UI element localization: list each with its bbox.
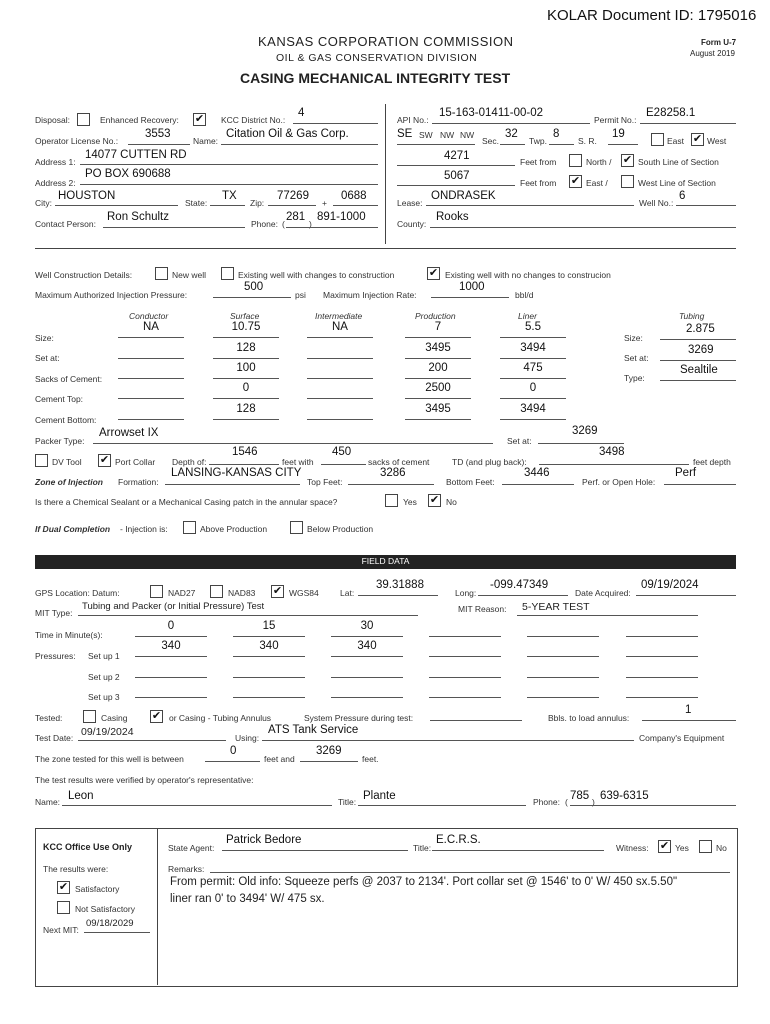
setup3-field-5[interactable] <box>626 697 698 698</box>
mit-reason-value: 5-YEAR TEST <box>522 601 590 613</box>
casing-conductor-row-1-underline <box>118 358 184 359</box>
max-rate-value: 1000 <box>459 281 485 293</box>
wgs84-checkbox[interactable]: ✔ <box>272 585 283 597</box>
max-pressure-label: Maximum Authorized Injection Pressure: <box>35 290 188 300</box>
setup3-field-3[interactable] <box>429 697 501 698</box>
lat-value: 39.31888 <box>376 579 424 591</box>
setup3-field-2[interactable] <box>331 697 403 698</box>
tubing-size-value: 2.875 <box>686 323 715 335</box>
dual-injection-label: - Injection is: <box>120 524 168 534</box>
setup2-field-0[interactable] <box>135 677 207 678</box>
bbls-value: 1 <box>685 704 692 716</box>
form-number: Form U-7 <box>701 38 737 47</box>
zone-tested-label: The zone tested for this well is between <box>35 754 184 764</box>
sealant-no-label: No <box>446 497 457 507</box>
zone-from-value: 0 <box>230 745 237 757</box>
col-surface: Surface <box>230 311 260 321</box>
phone-paren-close: ) <box>309 219 312 229</box>
date-acquired-value: 09/19/2024 <box>641 579 699 591</box>
rep-phone-paren-close: ) <box>592 797 595 807</box>
max-rate-label: Maximum Injection Rate: <box>323 290 417 300</box>
south-label: South Line of Section <box>638 157 719 167</box>
state-agent-value: Patrick Bedore <box>226 834 302 846</box>
twp-value: 8 <box>553 128 560 140</box>
nad83-checkbox[interactable] <box>210 585 223 598</box>
casing-liner-row-3: 0 <box>529 382 537 394</box>
casing-surface-row-3: 0 <box>242 382 250 394</box>
setup1-field-2[interactable] <box>331 656 403 657</box>
quarter-1: SE <box>397 128 413 140</box>
row-cement-bottom: Cement Bottom: <box>35 415 97 425</box>
mit-type-label: MIT Type: <box>35 608 73 618</box>
td-value: 3498 <box>599 446 625 458</box>
address2-label: Address 2: <box>35 178 76 188</box>
casing-surface-row-3-underline <box>213 398 279 399</box>
rep-phone-area-value: 785 <box>570 790 590 802</box>
casing-surface-row-1-underline <box>213 358 279 359</box>
satisfactory-checkbox[interactable]: ✔ <box>58 881 69 893</box>
setup1-field-3[interactable] <box>429 656 501 657</box>
dual-completion-label: If Dual Completion <box>35 524 111 534</box>
dv-tool-checkbox[interactable] <box>35 454 48 467</box>
casing-liner-row-0-underline <box>500 337 566 338</box>
next-mit-value: 09/18/2029 <box>86 918 134 929</box>
casing-production-row-4: 3495 <box>425 403 451 415</box>
casing-production-row-0-underline <box>405 337 471 338</box>
remarks-line-2: liner ran 0' to 3494' W/ 475 sx. <box>170 893 325 905</box>
form-date: August 2019 <box>690 49 735 58</box>
casing-production-row-4-underline <box>405 419 471 420</box>
range-value: 19 <box>612 128 625 140</box>
packer-set-label: Set at: <box>507 436 532 446</box>
remarks-label: Remarks: <box>168 864 205 874</box>
time-label: Time in Minute(s): <box>35 630 103 640</box>
district-value: 4 <box>298 107 305 119</box>
casing-production-row-1: 3495 <box>425 342 451 354</box>
time-field-2[interactable] <box>331 636 403 637</box>
setup2-field-1[interactable] <box>233 677 305 678</box>
td-label: TD (and plug back): <box>452 457 527 467</box>
time-field-4[interactable] <box>527 636 599 637</box>
tubing-type-label: Type: <box>624 373 645 383</box>
agent-title-label: Title: <box>413 843 432 853</box>
rep-title-value: Plante <box>363 790 396 802</box>
dv-tool-label: DV Tool <box>52 457 82 467</box>
disposal-label: Disposal: <box>35 115 70 125</box>
col-intermediate: Intermediate <box>315 311 363 321</box>
county-value: Rooks <box>436 211 469 223</box>
county-label: County: <box>397 219 427 229</box>
casing-production-row-2-underline <box>405 378 471 379</box>
setup1-field-5[interactable] <box>626 656 698 657</box>
api-value: 15-163-01411-00-02 <box>439 107 544 119</box>
casing-liner-row-1-underline <box>500 358 566 359</box>
mit-reason-label: MIT Reason: <box>458 604 507 614</box>
witness-no-checkbox[interactable] <box>699 840 712 853</box>
lease-label: Lease: <box>397 198 423 208</box>
new-well-checkbox[interactable] <box>155 267 168 280</box>
port-collar-checkbox[interactable]: ✔ <box>99 454 110 466</box>
tubing-set-value: 3269 <box>688 344 714 356</box>
east-line-checkbox[interactable]: ✔ <box>570 175 581 187</box>
time-value-2: 30 <box>360 620 374 632</box>
casing-liner-row-2-underline <box>500 378 566 379</box>
casing-intermediate-row-3-underline <box>307 398 373 399</box>
api-label: API No.: <box>397 115 429 125</box>
setup1-value-0: 340 <box>161 640 181 652</box>
casing-production-row-1-underline <box>405 358 471 359</box>
system-pressure-label: System Pressure during test: <box>304 713 414 723</box>
kolar-doc-id: KOLAR Document ID: 1795016 <box>547 7 757 24</box>
casing-production-row-3-underline <box>405 398 471 399</box>
depth-of-value: 1546 <box>232 446 258 458</box>
time-value-0: 0 <box>167 620 175 632</box>
bbld-label: bbl/d <box>515 290 534 300</box>
east-label: East <box>667 136 685 146</box>
enhanced-recovery-checkbox[interactable]: ✔ <box>194 113 205 125</box>
sealant-question: Is there a Chemical Sealant or a Mechanical Casing patch in the annular space? <box>35 497 338 507</box>
division-name: OIL & GAS CONSERVATION DIVISION <box>276 52 478 64</box>
satisfactory-label: Satisfactory <box>75 884 120 894</box>
using-label: Using: <box>235 733 260 743</box>
casing-conductor-row-0: NA <box>143 321 159 333</box>
port-collar-label: Port Collar <box>115 457 156 467</box>
feet-depth-label: feet depth <box>693 457 731 467</box>
packer-type-value: Arrowset IX <box>99 427 159 439</box>
remarks-line-1: From permit: Old info: Squeeze perfs @ 2037 to 2134'. Port collar set @ 1546' to 0' W/ 450 sx.5.50" <box>170 876 678 888</box>
north-checkbox[interactable] <box>569 154 582 167</box>
range-label: S. R. <box>578 136 597 146</box>
tubing-set-label: Set at: <box>624 353 649 363</box>
west-line-checkbox[interactable] <box>621 175 634 188</box>
well-number-value: 6 <box>679 190 686 202</box>
west-checkbox[interactable]: ✔ <box>692 133 703 145</box>
lat-label: Lat: <box>340 588 355 598</box>
packer-set-value: 3269 <box>572 425 598 437</box>
casing-surface-row-2-underline <box>213 378 279 379</box>
nad27-checkbox[interactable] <box>150 585 163 598</box>
construction-label: Well Construction Details: <box>35 270 133 280</box>
casing-liner-row-4-underline <box>500 419 566 420</box>
not-satisfactory-label: Not Satisfactory <box>75 904 135 914</box>
north-label: North / <box>586 157 612 167</box>
setup2-field-2[interactable] <box>331 677 403 678</box>
casing-intermediate-row-0: NA <box>332 321 348 333</box>
casing-intermediate-row-1-underline <box>307 358 373 359</box>
casing-label: Casing <box>101 713 128 723</box>
bottom-feet-value: 3446 <box>524 467 550 479</box>
bottom-feet-label: Bottom Feet: <box>446 477 495 487</box>
new-well-label: New well <box>172 270 207 280</box>
agent-title-value: E.C.R.S. <box>436 834 481 846</box>
operator-name-label: Name: <box>193 136 219 146</box>
row-set-at: Set at: <box>35 353 60 363</box>
casing-liner-row-2: 475 <box>523 362 543 374</box>
feet-from-ns-label: Feet from <box>520 157 557 167</box>
above-production-checkbox[interactable] <box>183 521 196 534</box>
setup3-label: Set up 3 <box>88 692 120 702</box>
setup2-field-3[interactable] <box>429 677 501 678</box>
col-production: Production <box>415 311 456 321</box>
not-satisfactory-checkbox[interactable] <box>57 901 70 914</box>
col-liner: Liner <box>518 311 537 321</box>
company-equipment-label: Company's Equipment <box>639 733 725 743</box>
gps-label: GPS Location: Datum: <box>35 588 120 598</box>
casing-conductor-row-0-underline <box>118 337 184 338</box>
test-date-value: 09/19/2024 <box>81 726 134 738</box>
setup1-value-1: 340 <box>259 640 279 652</box>
nad83-label: NAD83 <box>228 588 256 598</box>
footage-ew-value: 5067 <box>444 170 470 182</box>
time-value-1: 15 <box>262 620 276 632</box>
address1-value: 14077 CUTTEN RD <box>85 149 187 161</box>
perf-value: Perf <box>675 467 697 479</box>
sacks-label: sacks of cement <box>368 457 430 467</box>
feet-with-label: feet with <box>282 457 314 467</box>
max-pressure-value: 500 <box>244 281 264 293</box>
depth-of-label: Depth of: <box>172 457 207 467</box>
setup1-value-2: 340 <box>357 640 377 652</box>
sealant-yes-label: Yes <box>403 497 417 507</box>
col-conductor: Conductor <box>129 311 169 321</box>
setup3-field-4[interactable] <box>527 697 599 698</box>
form-title: CASING MECHANICAL INTEGRITY TEST <box>240 70 511 86</box>
long-label: Long: <box>455 588 477 598</box>
city-value: HOUSTON <box>58 190 116 202</box>
time-field-5[interactable] <box>626 636 698 637</box>
phone-value: 891-1000 <box>317 211 366 223</box>
field-data-title: FIELD DATA <box>361 556 410 566</box>
quarter-3: NW <box>440 130 455 140</box>
setup1-field-4[interactable] <box>527 656 599 657</box>
address2-value: PO BOX 690688 <box>85 168 171 180</box>
city-label: City: <box>35 198 52 208</box>
lease-value: ONDRASEK <box>431 190 496 202</box>
permit-label: Permit No.: <box>594 115 637 125</box>
kcc-office-label: KCC Office Use Only <box>43 842 133 852</box>
license-label: Operator License No.: <box>35 136 119 146</box>
disposal-checkbox[interactable] <box>77 113 90 126</box>
casing-production-row-0: 7 <box>434 321 442 333</box>
setup1-field-1[interactable] <box>233 656 305 657</box>
tubing-size-label: Size: <box>624 333 643 343</box>
state-label: State: <box>185 198 208 208</box>
casing-conductor-row-2-underline <box>118 378 184 379</box>
agency-name: KANSAS CORPORATION COMMISSION <box>258 34 514 49</box>
sealant-yes-checkbox[interactable] <box>385 494 398 507</box>
casing-production-row-2: 200 <box>428 362 448 374</box>
casing-tubing-checkbox[interactable]: ✔ <box>151 710 162 722</box>
feet-from-ew-label: Feet from <box>520 178 557 188</box>
setup2-label: Set up 2 <box>88 672 120 682</box>
time-field-0[interactable] <box>135 636 207 637</box>
permit-value: E28258.1 <box>646 107 696 119</box>
casing-liner-row-0: 5.5 <box>525 321 541 333</box>
east-line-label: East / <box>586 178 608 188</box>
casing-liner-row-4: 3494 <box>520 403 546 415</box>
setup1-field-0[interactable] <box>135 656 207 657</box>
witness-yes-label: Yes <box>675 843 689 853</box>
col-tubing: Tubing <box>679 311 705 321</box>
top-feet-value: 3286 <box>380 467 406 479</box>
casing-intermediate-row-2-underline <box>307 378 373 379</box>
below-production-label: Below Production <box>307 524 374 534</box>
sacks-value: 450 <box>332 446 352 458</box>
pressures-label: Pressures: <box>35 651 76 661</box>
rep-phone-label: Phone: <box>533 797 560 807</box>
casing-production-row-3: 2500 <box>425 382 451 394</box>
casing-surface-row-2: 100 <box>236 362 256 374</box>
sealant-no-checkbox[interactable]: ✔ <box>429 494 440 506</box>
casing-checkbox[interactable] <box>83 710 96 723</box>
casing-surface-row-0-underline <box>213 337 279 338</box>
contact-label: Contact Person: <box>35 219 96 229</box>
tested-label: Tested: <box>35 713 63 723</box>
sec-label: Sec. <box>482 136 500 146</box>
next-mit-label: Next MIT: <box>43 925 79 935</box>
address1-label: Address 1: <box>35 157 76 167</box>
rep-title-label: Title: <box>338 797 357 807</box>
wgs84-label: WGS84 <box>289 588 319 598</box>
sec-value: 32 <box>505 128 518 140</box>
footage-ns-value: 4271 <box>444 150 470 162</box>
row-size: Size: <box>35 333 54 343</box>
setup2-field-4[interactable] <box>527 677 599 678</box>
row-sacks: Sacks of Cement: <box>35 374 103 384</box>
license-value: 3553 <box>145 128 171 140</box>
rep-phone-paren-open: ( <box>565 797 568 807</box>
west-label: West <box>707 136 727 146</box>
witness-label: Witness: <box>616 843 649 853</box>
zip4-value: 0688 <box>341 190 367 202</box>
long-value: -099.47349 <box>490 579 549 591</box>
zip-plus: + <box>322 198 327 208</box>
setup3-field-1[interactable] <box>233 697 305 698</box>
test-date-label: Test Date: <box>35 733 74 743</box>
casing-intermediate-row-0-underline <box>307 337 373 338</box>
south-checkbox[interactable]: ✔ <box>622 154 633 166</box>
casing-liner-row-1: 3494 <box>520 342 546 354</box>
feet-label: feet. <box>362 754 379 764</box>
perf-label: Perf. or Open Hole: <box>582 477 656 487</box>
casing-surface-row-1: 128 <box>236 342 256 354</box>
rep-name-value: Leon <box>68 790 94 802</box>
packer-type-label: Packer Type: <box>35 436 85 446</box>
above-production-label: Above Production <box>200 524 268 534</box>
casing-surface-row-0: 10.75 <box>231 321 261 333</box>
row-cement-top: Cement Top: <box>35 394 84 404</box>
twp-label: Twp. <box>529 136 547 146</box>
state-agent-label: State Agent: <box>168 843 215 853</box>
operator-name-value: Citation Oil & Gas Corp. <box>226 128 349 140</box>
below-production-checkbox[interactable] <box>290 521 303 534</box>
zip-value: 77269 <box>277 190 309 202</box>
casing-liner-row-3-underline <box>500 398 566 399</box>
setup3-field-0[interactable] <box>135 697 207 698</box>
date-acquired-label: Date Acquired: <box>575 588 631 598</box>
phone-area-value: 281 <box>286 211 306 223</box>
well-number-label: Well No.: <box>639 198 674 208</box>
time-field-1[interactable] <box>233 636 305 637</box>
phone-label: Phone: <box>251 219 278 229</box>
zone-of-injection-label: Zone of Injection <box>35 477 103 487</box>
east-checkbox[interactable] <box>651 133 664 146</box>
existing-nochanges-checkbox[interactable]: ✔ <box>428 267 439 279</box>
contact-value: Ron Schultz <box>107 211 170 223</box>
state-value: TX <box>222 190 237 202</box>
psi-label: psi <box>295 290 306 300</box>
time-field-3[interactable] <box>429 636 501 637</box>
setup1-label: Set up 1 <box>88 651 120 661</box>
nad27-label: NAD27 <box>168 588 196 598</box>
existing-changes-label: Existing well with changes to construction <box>238 270 395 280</box>
casing-tubing-label: or Casing - Tubing Annulus <box>169 713 272 723</box>
casing-surface-row-4: 128 <box>236 403 256 415</box>
mit-type-value: Tubing and Packer (or Initial Pressure) Test <box>82 601 265 612</box>
bbls-label: Bbls. to load annulus: <box>548 713 630 723</box>
enhanced-recovery-label: Enhanced Recovery: <box>100 115 179 125</box>
existing-nochanges-label: Existing well with no changes to construcion <box>445 270 611 280</box>
formation-label: Formation: <box>118 477 159 487</box>
zone-to-value: 3269 <box>316 745 342 757</box>
results-label: The results were: <box>43 864 109 874</box>
casing-conductor-row-3-underline <box>118 398 184 399</box>
quarter-2: SW <box>419 130 433 140</box>
existing-changes-checkbox[interactable] <box>221 267 234 280</box>
verified-label: The test results were verified by operator's representative: <box>35 775 254 785</box>
zip-label: Zip: <box>250 198 265 208</box>
witness-yes-checkbox[interactable]: ✔ <box>659 840 670 852</box>
west-line-label: West Line of Section <box>638 178 716 188</box>
casing-conductor-row-4-underline <box>118 419 184 420</box>
rep-phone-value: 639-6315 <box>600 790 649 802</box>
quarter-4: NW <box>460 130 475 140</box>
rep-name-label: Name: <box>35 797 61 807</box>
formation-value: LANSING-KANSAS CITY <box>171 467 302 479</box>
district-label: KCC District No.: <box>221 115 286 125</box>
setup2-field-5[interactable] <box>626 677 698 678</box>
casing-surface-row-4-underline <box>213 419 279 420</box>
phone-paren-open: ( <box>282 219 285 229</box>
witness-no-label: No <box>716 843 727 853</box>
using-value: ATS Tank Service <box>268 724 359 736</box>
top-feet-label: Top Feet: <box>307 477 343 487</box>
casing-intermediate-row-4-underline <box>307 419 373 420</box>
tubing-type-value: Sealtile <box>680 364 718 376</box>
feet-and-label: feet and <box>264 754 295 764</box>
